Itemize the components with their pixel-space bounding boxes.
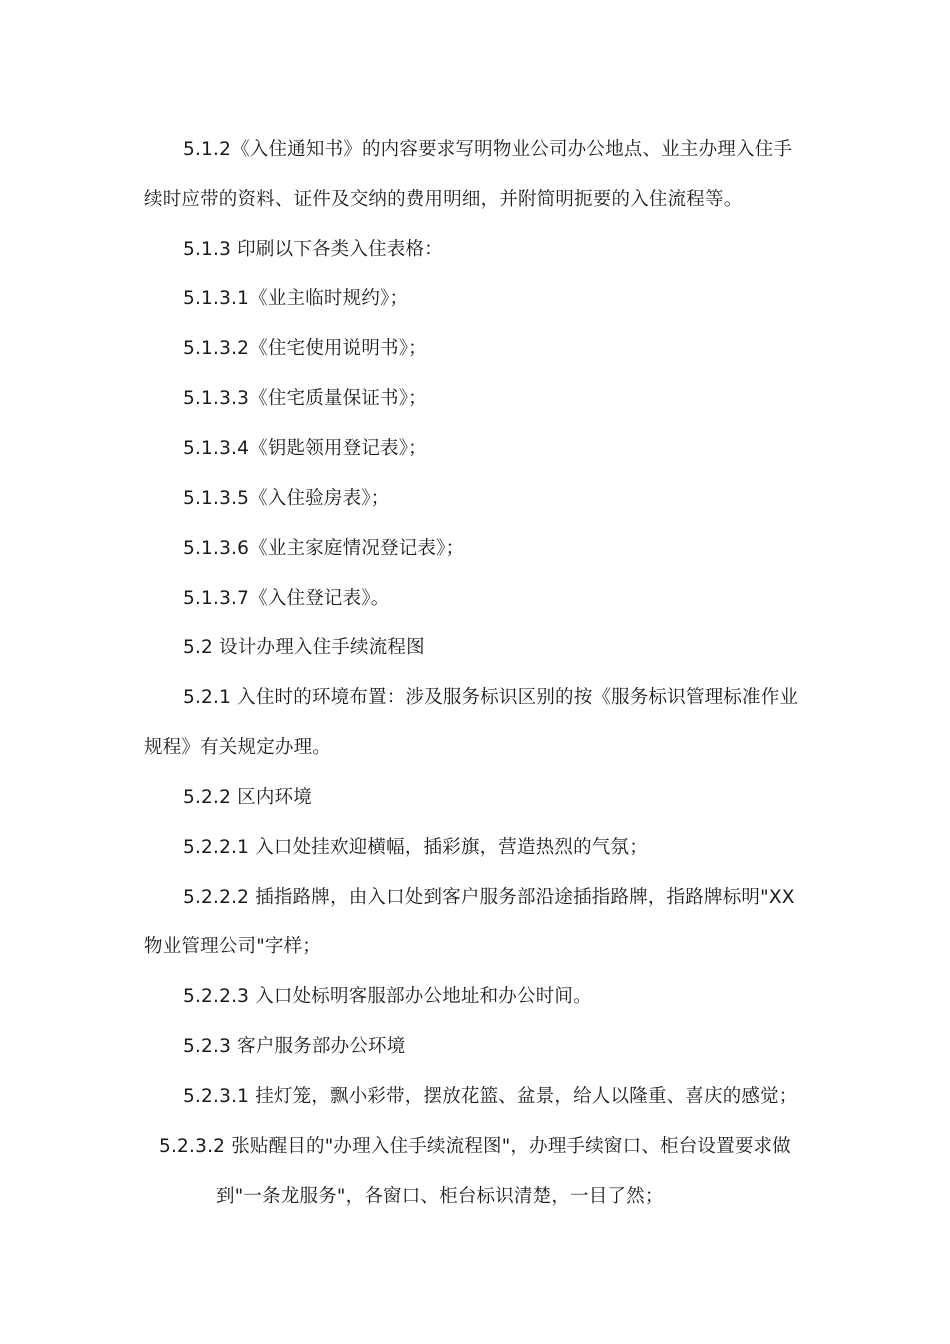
section-heading: 5.2.2 区内环境 bbox=[183, 787, 312, 808]
section-heading: 5.2.3 客户服务部办公环境 bbox=[183, 1036, 406, 1057]
text-line: 5.1.3.5《入住验房表》； bbox=[183, 488, 390, 509]
text-line: 5.2.3.1 挂灯笼，飘小彩带，摆放花篮、盆景，给人以隆重、喜庆的感觉； bbox=[183, 1086, 798, 1107]
section-heading: 5.2 设计办理入住手续流程图 bbox=[183, 637, 425, 658]
text-line: 5.1.3.7《入住登记表》。 bbox=[183, 588, 390, 609]
text-line: 5.1.3.3《住宅质量保证书》； bbox=[183, 388, 427, 409]
text-line: 5.1.2《入住通知书》的内容要求写明物业公司办公地点、业主办理入住手 bbox=[183, 139, 793, 160]
text-line: 到"一条龙服务"，各窗口、柜台标识清楚，一目了然； bbox=[216, 1186, 664, 1207]
text-line: 5.1.3 印刷以下各类入住表格： bbox=[183, 239, 443, 260]
text-line: 5.2.3.2 张贴醒目的"办理入住手续流程图"，办理手续窗口、柜台设置要求做 bbox=[159, 1136, 791, 1157]
text-line: 5.1.3.4《钥匙领用登记表》； bbox=[183, 438, 427, 459]
text-line: 5.1.3.1《业主临时规约》； bbox=[183, 288, 409, 309]
text-line: 规程》有关规定办理。 bbox=[144, 737, 332, 758]
text-line: 物业管理公司"字样； bbox=[144, 936, 322, 957]
text-line: 续时应带的资料、证件及交纳的费用明细，并附简明扼要的入住流程等。 bbox=[144, 189, 743, 210]
text-line: 5.2.2.2 插指路牌，由入口处到客户服务部沿途插指路牌，指路牌标明"XX bbox=[183, 887, 795, 908]
text-line: 5.2.2.3 入口处标明客服部办公地址和办公时间。 bbox=[183, 986, 592, 1007]
text-line: 5.1.3.6《业主家庭情况登记表》； bbox=[183, 538, 465, 559]
text-line: 5.2.2.1 入口处挂欢迎横幅，插彩旗，营造热烈的气氛； bbox=[183, 837, 648, 858]
text-line: 5.2.1 入住时的环境布置：涉及服务标识区别的按《服务标识管理标准作业 bbox=[183, 687, 799, 708]
text-line: 5.1.3.2《住宅使用说明书》； bbox=[183, 338, 427, 359]
